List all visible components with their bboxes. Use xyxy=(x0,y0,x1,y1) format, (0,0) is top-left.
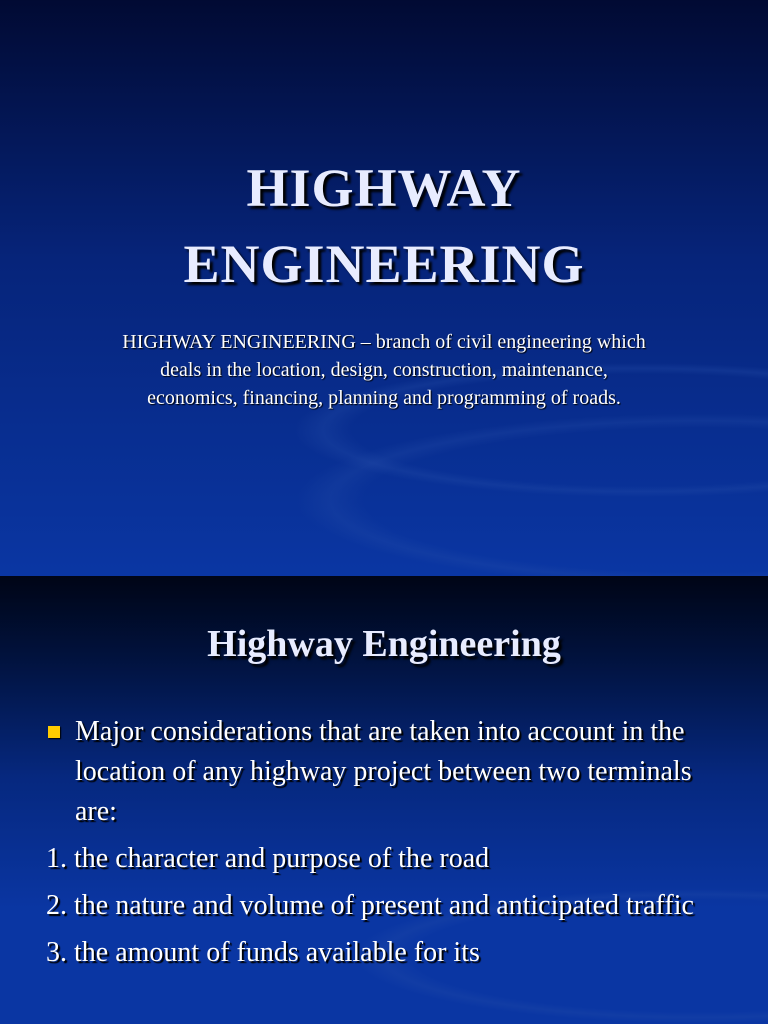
slide-body xyxy=(46,712,736,980)
numbered-item: 3. the amount of funds available for its xyxy=(46,937,480,968)
title-line-1: HIGHWAY xyxy=(246,158,522,218)
title-line-2: ENGINEERING xyxy=(183,234,585,294)
definition-text: – branch of civil engineering which deals in the location, design, construction, maintenance, economics, financing, planning and programming of roads. xyxy=(147,331,646,409)
bullet-text: Major considerations that are taken into account in the location of any highway project between two terminals are: xyxy=(75,716,692,827)
bullet-item xyxy=(46,712,736,832)
slide-title xyxy=(0,150,768,302)
slide-2 xyxy=(0,576,768,1024)
numbered-item: 2. the nature and volume of present and anticipated traffic xyxy=(46,890,694,921)
numbered-item: 1. the character and purpose of the road xyxy=(46,843,490,874)
slide-title: Highway Engineering xyxy=(207,623,561,665)
bullet-square-icon xyxy=(48,726,60,738)
definition-term: HIGHWAY ENGINEERING xyxy=(122,331,356,353)
definition xyxy=(120,328,648,412)
